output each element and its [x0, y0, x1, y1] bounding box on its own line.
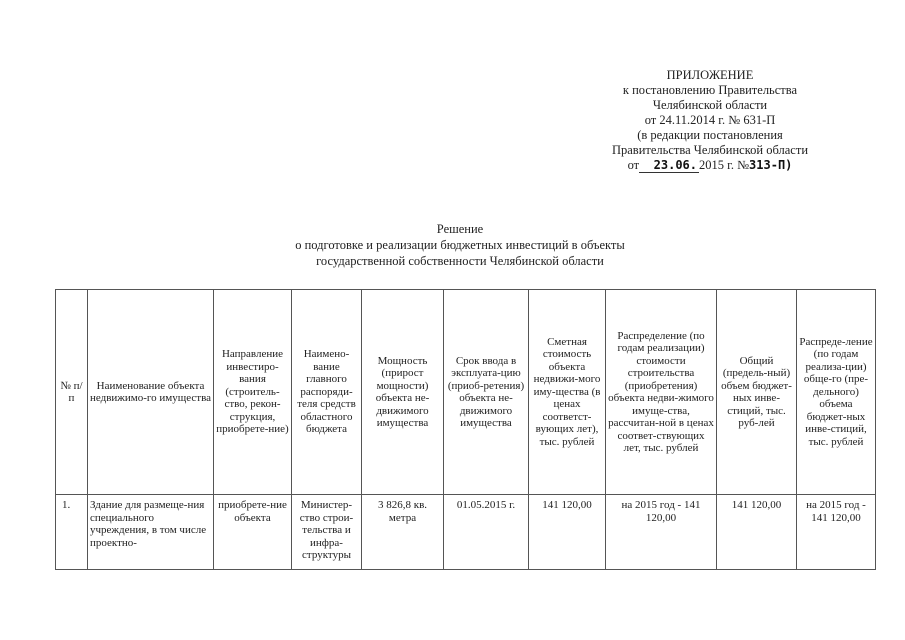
- appendix-line-2: Челябинской области: [652, 98, 768, 112]
- estimated-cost: 141 120,00: [529, 495, 606, 570]
- object-name: Здание для размеще-ния специального учреждения, в том числе проектно-: [88, 495, 214, 570]
- appendix-line-5: Правительства Челябинской области: [611, 143, 809, 157]
- header-cell: Распреде-ление (по годам реализа-ции) обще-го (пре-дельного) объема бюджет-ных инве-стиций, тыс. рублей: [797, 290, 876, 495]
- header-cell: № п/п: [56, 290, 88, 495]
- appendix-line-4: (в редакции постановления: [637, 128, 783, 142]
- appendix-line-1: к постановлению Правительства: [622, 83, 798, 97]
- cost-distribution: на 2015 год - 141 120,00: [606, 495, 717, 570]
- decision-line-1: о подготовке и реализации бюджетных инвестиций в объекты: [295, 238, 625, 252]
- decision-title: Решение: [436, 222, 484, 236]
- total-investment: 141 120,00: [717, 495, 797, 570]
- appendix-line-3: от 24.11.2014 г. № 631-П: [644, 113, 776, 127]
- appendix-title: ПРИЛОЖЕНИЕ: [666, 68, 754, 82]
- header-row: [56, 290, 876, 495]
- date-suffix: 2015 г. №: [699, 158, 750, 172]
- total-distribution: на 2015 год - 141 120,00: [797, 495, 876, 570]
- investment-direction: приобрете-ние объекта: [214, 495, 292, 570]
- table-row: [56, 495, 876, 570]
- header-cell: Сметная стоимость объекта недвижи-мого иму-щества (в ценах соответст-вующих лет), тыс. рублей: [529, 290, 606, 495]
- header-cell: Наимено-вание главного распоряди-теля средств областного бюджета: [292, 290, 362, 495]
- header-cell: Распределение (по годам реализации) стоимости строительства (приобретения) объекта недви-жимого имуще-ства, рассчитан-ной в ценах соответ-ствующих лет, тыс. рублей: [606, 290, 717, 495]
- object-capacity: 3 826,8 кв. метра: [362, 495, 444, 570]
- row-number: 1.: [56, 495, 88, 570]
- number-typed: 313-П): [749, 158, 793, 172]
- decision-heading: [150, 221, 770, 269]
- header-cell: Общий (предель-ный) объем бюджет-ных инве-стиций, тыс. руб-лей: [717, 290, 797, 495]
- appendix-date-line: [560, 158, 860, 173]
- date-typed: 23.06.: [653, 158, 698, 172]
- decision-line-2: государственной собственности Челябинской области: [316, 254, 604, 268]
- investment-table: [55, 289, 876, 570]
- commissioning-date: 01.05.2015 г.: [444, 495, 529, 570]
- appendix-header: [560, 68, 860, 173]
- header-cell: Срок ввода в эксплуата-цию (приоб-ретения) объекта не-движимого имущества: [444, 290, 529, 495]
- budget-administrator: Министер-ство строи-тельства и инфра-структуры: [292, 495, 362, 570]
- header-cell: Направление инвестиро-вания (строитель-ство, рекон-струкция, приобрете-ние): [214, 290, 292, 495]
- header-cell: Наименование объекта недвижимо-го имущества: [88, 290, 214, 495]
- date-prefix: от: [627, 158, 640, 172]
- date-typed-underline: [639, 158, 699, 173]
- header-cell: Мощность (прирост мощности) объекта не-движимого имущества: [362, 290, 444, 495]
